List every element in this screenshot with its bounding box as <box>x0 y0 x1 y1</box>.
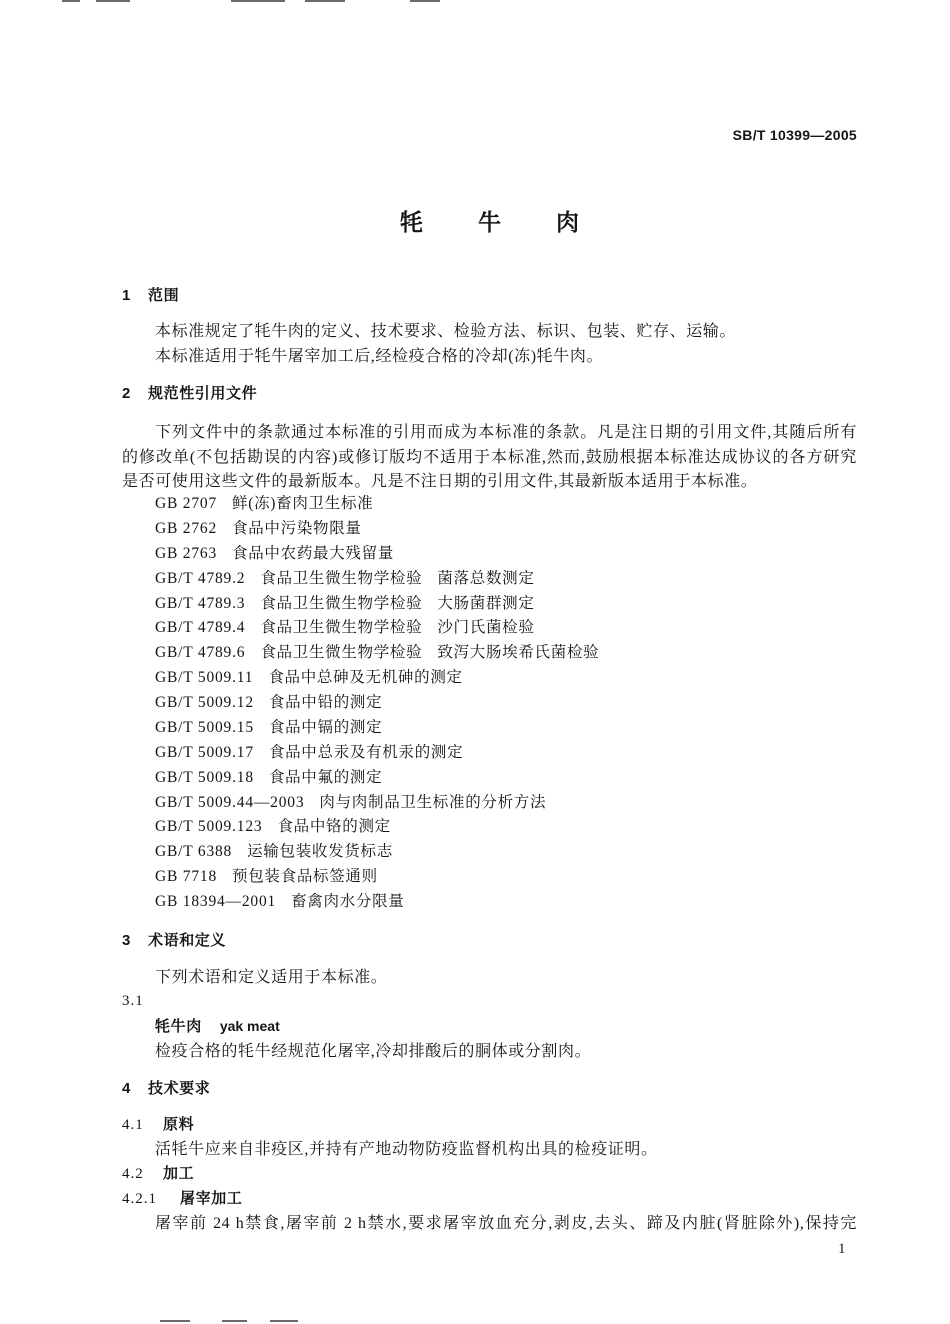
reference-title: 食品中镉的测定 <box>268 718 383 736</box>
reference-code: GB/T 5009.12 <box>155 694 254 711</box>
section-number: 4 <box>122 1080 131 1097</box>
section-heading <box>122 928 226 953</box>
reference-part: 菌落总数测定 <box>437 569 535 587</box>
subsection-number: 4.2.1 <box>122 1191 157 1207</box>
standard-code: SB/T 10399—2005 <box>732 127 857 143</box>
reference-title: 食品中总汞及有机汞的测定 <box>268 743 464 761</box>
reference-code: GB/T 4789.6 <box>155 644 246 662</box>
paragraph: 下列术语和定义适用于本标准。 <box>155 969 388 986</box>
reference-code: GB/T 5009.17 <box>155 743 254 761</box>
section-number: 3 <box>122 932 131 949</box>
reference-item <box>155 592 857 617</box>
reference-title: 预包装食品标签通则 <box>232 868 378 886</box>
reference-code: GB 2707 <box>155 495 218 512</box>
section-title: 技术要求 <box>148 1080 211 1097</box>
reference-title: 食品中总砷及无机砷的测定 <box>268 669 463 687</box>
paragraph: 本标准适用于牦牛屠宰加工后,经检疫合格的冷却(冻)牦牛肉。 <box>155 348 604 365</box>
reference-code: GB/T 5009.15 <box>155 718 254 736</box>
scan-artifact <box>305 0 345 2</box>
scan-artifact <box>270 1320 298 1322</box>
paragraph: 本标准规定了牦牛肉的定义、技术要求、检验方法、标识、包装、贮存、运输。 <box>155 323 737 340</box>
scan-artifact <box>62 0 80 2</box>
page-title: 牦牛肉 <box>400 209 634 235</box>
section-heading <box>122 381 257 406</box>
subsection-heading <box>122 1161 194 1186</box>
reference-item <box>155 542 857 567</box>
reference-code: GB/T 5009.44—2003 <box>155 793 305 811</box>
reference-code: GB 18394—2001 <box>155 893 277 910</box>
reference-code: GB/T 6388 <box>155 843 233 861</box>
paragraph: 活牦牛应来自非疫区,并持有产地动物防疫监督机构出具的检疫证明。 <box>155 1141 658 1158</box>
reference-list <box>155 492 857 915</box>
reference-part: 大肠菌群测定 <box>437 594 535 612</box>
section-heading <box>122 283 179 308</box>
subsection-heading <box>122 1112 194 1137</box>
reference-item <box>155 492 857 517</box>
reference-code: GB/T 5009.11 <box>155 669 254 687</box>
scan-artifact <box>222 1320 247 1322</box>
subsection-heading <box>122 989 144 1014</box>
reference-code: GB/T 4789.4 <box>155 619 246 637</box>
subsection-heading <box>122 1186 242 1211</box>
section-number: 1 <box>122 287 131 304</box>
subsection-number: 4.2 <box>122 1166 144 1182</box>
reference-item <box>155 815 857 840</box>
subsection-title: 加工 <box>163 1165 195 1182</box>
reference-code: GB/T 4789.3 <box>155 594 246 612</box>
reference-item <box>155 616 857 641</box>
reference-title: 食品中污染物限量 <box>232 519 362 537</box>
reference-title: 食品中氟的测定 <box>268 768 383 786</box>
reference-code: GB 7718 <box>155 868 218 886</box>
page-number: 1 <box>838 1241 846 1257</box>
reference-code: GB 2762 <box>155 519 218 537</box>
reference-title: 肉与肉制品卫生标准的分析方法 <box>319 793 547 811</box>
reference-part: 沙门氏菌检验 <box>437 619 535 637</box>
reference-title: 食品中农药最大残留量 <box>232 544 395 562</box>
reference-item <box>155 840 857 865</box>
reference-item <box>155 666 857 691</box>
reference-item <box>155 766 857 791</box>
subsection-number: 4.1 <box>122 1117 144 1133</box>
reference-item <box>155 865 857 890</box>
reference-item <box>155 517 857 542</box>
subsection-number: 3.1 <box>122 993 144 1009</box>
section-title: 术语和定义 <box>148 932 227 949</box>
section-title: 规范性引用文件 <box>148 385 258 402</box>
reference-title: 食品卫生微生物学检验 <box>260 644 423 662</box>
term-entry <box>155 1014 280 1039</box>
reference-item <box>155 716 857 741</box>
reference-item <box>155 890 857 915</box>
reference-code: GB/T 5009.18 <box>155 768 254 786</box>
section-heading <box>122 1076 210 1101</box>
reference-title: 运输包装收发货标志 <box>247 843 393 861</box>
reference-title: 食品卫生微生物学检验 <box>260 569 423 587</box>
paragraph-line: 下列文件中的条款通过本标准的引用而成为本标准的条款。凡是注日期的引用文件,其随后所有 <box>155 424 857 441</box>
reference-part: 致泻大肠埃希氏菌检验 <box>437 644 600 662</box>
scan-artifact <box>231 0 285 2</box>
reference-title: 畜禽肉水分限量 <box>291 893 405 910</box>
scan-artifact <box>410 0 440 2</box>
reference-title: 鲜(冻)畜肉卫生标准 <box>232 495 374 512</box>
reference-item <box>155 691 857 716</box>
reference-title: 食品中铅的测定 <box>268 694 383 711</box>
subsection-title: 原料 <box>163 1116 195 1133</box>
reference-item <box>155 641 857 666</box>
scan-artifact <box>96 0 130 2</box>
reference-title: 食品卫生微生物学检验 <box>260 619 423 637</box>
reference-code: GB 2763 <box>155 544 218 562</box>
section-title: 范围 <box>148 287 180 304</box>
reference-item <box>155 791 857 816</box>
subsection-title: 屠宰加工 <box>180 1190 243 1207</box>
paragraph-line: 的修改单(不包括勘误的内容)或修订版均不适用于本标准,然而,鼓励根据本标准达成协议的各方研究 <box>122 449 857 466</box>
term-definition: 检疫合格的牦牛经规范化屠宰,冷却排酸后的胴体或分割肉。 <box>155 1043 592 1060</box>
reference-item <box>155 567 857 592</box>
section-number: 2 <box>122 385 131 402</box>
scan-artifact <box>160 1320 190 1322</box>
term-english: yak meat <box>219 1018 280 1034</box>
reference-code: GB/T 4789.2 <box>155 569 246 587</box>
paragraph-line: 屠宰前 24 h禁食,屠宰前 2 h禁水,要求屠宰放血充分,剥皮,去头、蹄及内脏(肾脏除外),保持完 <box>155 1215 857 1232</box>
paragraph-line: 是否可使用这些文件的最新版本。凡是不注日期的引用文件,其最新版本适用于本标准。 <box>122 473 758 490</box>
reference-title: 食品卫生微生物学检验 <box>260 594 423 612</box>
reference-code: GB/T 5009.123 <box>155 818 263 836</box>
reference-item <box>155 741 857 766</box>
term-chinese: 牦牛肉 <box>155 1018 202 1035</box>
reference-title: 食品中铬的测定 <box>277 818 391 836</box>
